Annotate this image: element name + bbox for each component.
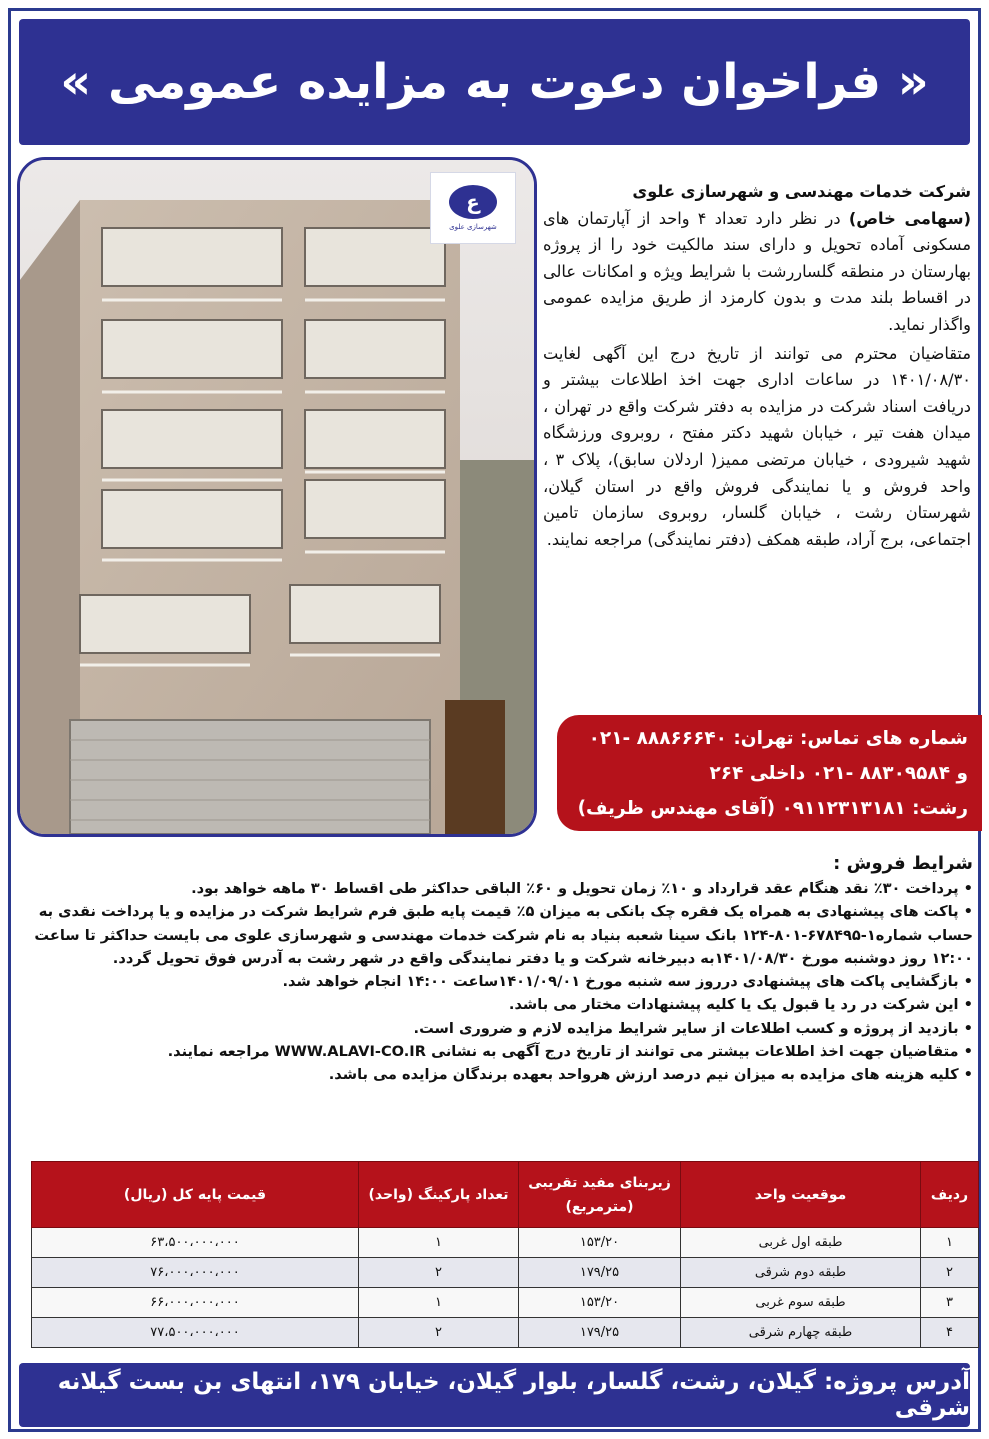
advertisement-frame xyxy=(8,8,981,1432)
intro-section xyxy=(543,179,971,553)
cell-location: طبقه چهارم شرقی xyxy=(681,1318,921,1348)
project-address-banner xyxy=(19,1363,970,1427)
terms-item: • متقاضیان جهت اخذ اطلاعات بیشتر می توانند از تاریخ درج آگهی به نشانی WWW.ALAVI-CO.IR مراجعه نمایند. xyxy=(23,1040,973,1063)
company-type: (سهامی خاص) xyxy=(848,208,971,228)
units-table xyxy=(31,1161,979,1348)
intro-paragraph-1: در نظر دارد تعداد ۴ واحد از آپارتمان های مسکونی آماده تحویل و دارای سند مالکیت خود را از پروژه بهارستان در منطقه گلساررشت با شرایط ویژه و امکانات عالی در اقساط بلند مدت و بدون کارمزد از طریق مزایده عمومی واگذار نماید. xyxy=(543,208,971,334)
cell-price: ۶۶،۰۰۰،۰۰۰،۰۰۰ xyxy=(32,1288,359,1318)
page-title: « فراخوان دعوت به مزایده عمومی » xyxy=(60,54,929,110)
cell-price: ۶۳،۵۰۰،۰۰۰،۰۰۰ xyxy=(32,1228,359,1258)
cell-location: طبقه دوم شرقی xyxy=(681,1258,921,1288)
table-row xyxy=(32,1288,979,1318)
terms-list xyxy=(23,877,973,1087)
contact-box xyxy=(557,715,982,831)
cell-price: ۷۷،۵۰۰،۰۰۰،۰۰۰ xyxy=(32,1318,359,1348)
cell-row-number: ۳ xyxy=(921,1288,979,1318)
cell-parking: ۱ xyxy=(359,1228,519,1258)
company-logo xyxy=(430,172,516,244)
header-location: موقعیت واحد xyxy=(681,1162,921,1228)
header-price: قیمت پایه کل (ریال) xyxy=(32,1162,359,1228)
contact-line-rasht: رشت: ۰۹۱۱۲۳۱۳۱۸۱ (آقای مهندس ظریف) xyxy=(577,798,968,819)
title-banner xyxy=(19,19,970,145)
contact-line-tehran: شماره های تماس: تهران: ۸۸۸۶۶۶۴۰ -۰۲۱ xyxy=(588,728,968,749)
terms-item: • کلیه هزینه های مزایده به میزان نیم درصد ارزش هرواحد بعهده برندگان مزایده می باشد. xyxy=(23,1063,973,1086)
company-name: شرکت خدمات مهندسی و شهرسازی علوی xyxy=(632,182,971,201)
table-row xyxy=(32,1228,979,1258)
sale-terms xyxy=(23,853,973,1087)
building-photo xyxy=(17,157,537,837)
cell-parking: ۲ xyxy=(359,1258,519,1288)
terms-item: • بازگشایی پاکت های پیشنهادی درروز سه شنبه مورخ ۱۴۰۱/۰۹/۰۱ساعت ۱۴:۰۰ انجام خواهد شد. xyxy=(23,970,973,993)
table-row xyxy=(32,1318,979,1348)
cell-parking: ۱ xyxy=(359,1288,519,1318)
terms-item: • پرداخت ۳۰٪ نقد هنگام عقد قرارداد و ۱۰٪ زمان تحویل و ۶۰٪ الباقی حداکثر طی اقساط ۳۰ ماهه خواهد بود. xyxy=(23,877,973,900)
cell-row-number: ۲ xyxy=(921,1258,979,1288)
logo-mark: ع xyxy=(449,185,497,219)
building-illustration xyxy=(20,160,534,834)
cell-location: طبقه سوم غربی xyxy=(681,1288,921,1318)
header-parking: تعداد پارکینگ (واحد) xyxy=(359,1162,519,1228)
terms-item: • پاکت های پیشنهادی به همراه یک فقره چک بانکی به میزان ۵٪ قیمت پایه طبق فرم شرایط شرکت در مزایده و یا پرداخت نقدی به حساب شماره۱-۶۷۸۴۹۵-۸۰۱-۱۲۴ بانک سینا شعبه بنیاد به نام شرکت خدمات مهندسی و شهرسازی علوی می بایست حداکثر تا ساعت ۱۲:۰۰ روز دوشنبه مورخ ۱۴۰۱/۰۸/۳۰به دبیرخانه شرکت و یا دفتر نمایندگی واقع در شهر رشت به آدرس فوق تحویل گردد. xyxy=(23,900,973,970)
logo-caption: شهرسازی علوی xyxy=(449,223,497,231)
header-area: زیربنای مفید تقریبی (مترمربع) xyxy=(519,1162,681,1228)
table-header-row xyxy=(32,1162,979,1228)
cell-location: طبقه اول غربی xyxy=(681,1228,921,1258)
cell-parking: ۲ xyxy=(359,1318,519,1348)
terms-title: شرایط فروش : xyxy=(833,853,973,874)
cell-area: ۱۷۹/۲۵ xyxy=(519,1258,681,1288)
intro-paragraph-2: متقاضیان محترم می توانند از تاریخ درج این آگهی لغایت ۱۴۰۱/۰۸/۳۰ در ساعات اداری جهت اخذ اطلاعات بیشتر و دریافت اسناد شرکت در مزایده به دفتر شرکت واقع در تهران ، میدان هفت تیر ، خیابان شهید دکتر مفتح ، روبروی ورزشگاه شهید شیرودی ، خیابان مرتضی ممیز( اردلان سابق)، پلاک ۳ ، واحد فروش و یا نمایندگی فروش واقع در استان گیلان، شهرستان رشت ، خیابان گلسار، روبروی سازمان تامین اجتماعی، برج آراد، طبقه همکف (دفتر نمایندگی) مراجعه نمایند. xyxy=(543,343,971,549)
cell-row-number: ۱ xyxy=(921,1228,979,1258)
terms-item: • این شرکت در رد یا قبول یک یا کلیه پیشنهادات مختار می باشد. xyxy=(23,993,973,1016)
cell-row-number: ۴ xyxy=(921,1318,979,1348)
project-address: آدرس پروژه: گیلان، رشت، گلسار، بلوار گیلان، خیابان ۱۷۹، انتهای بن بست گیلانه شرقی xyxy=(57,1369,970,1421)
contact-line-tehran-2: و ۸۸۳۰۹۵۸۴ -۰۲۱ داخلی ۲۶۴ xyxy=(709,763,968,784)
cell-price: ۷۶،۰۰۰،۰۰۰،۰۰۰ xyxy=(32,1258,359,1288)
header-row-number: ردیف xyxy=(921,1162,979,1228)
cell-area: ۱۷۹/۲۵ xyxy=(519,1318,681,1348)
terms-item: • بازدید از پروژه و کسب اطلاعات از سایر شرایط مزایده لازم و ضروری است. xyxy=(23,1017,973,1040)
table-row xyxy=(32,1258,979,1288)
cell-area: ۱۵۳/۲۰ xyxy=(519,1288,681,1318)
cell-area: ۱۵۳/۲۰ xyxy=(519,1228,681,1258)
